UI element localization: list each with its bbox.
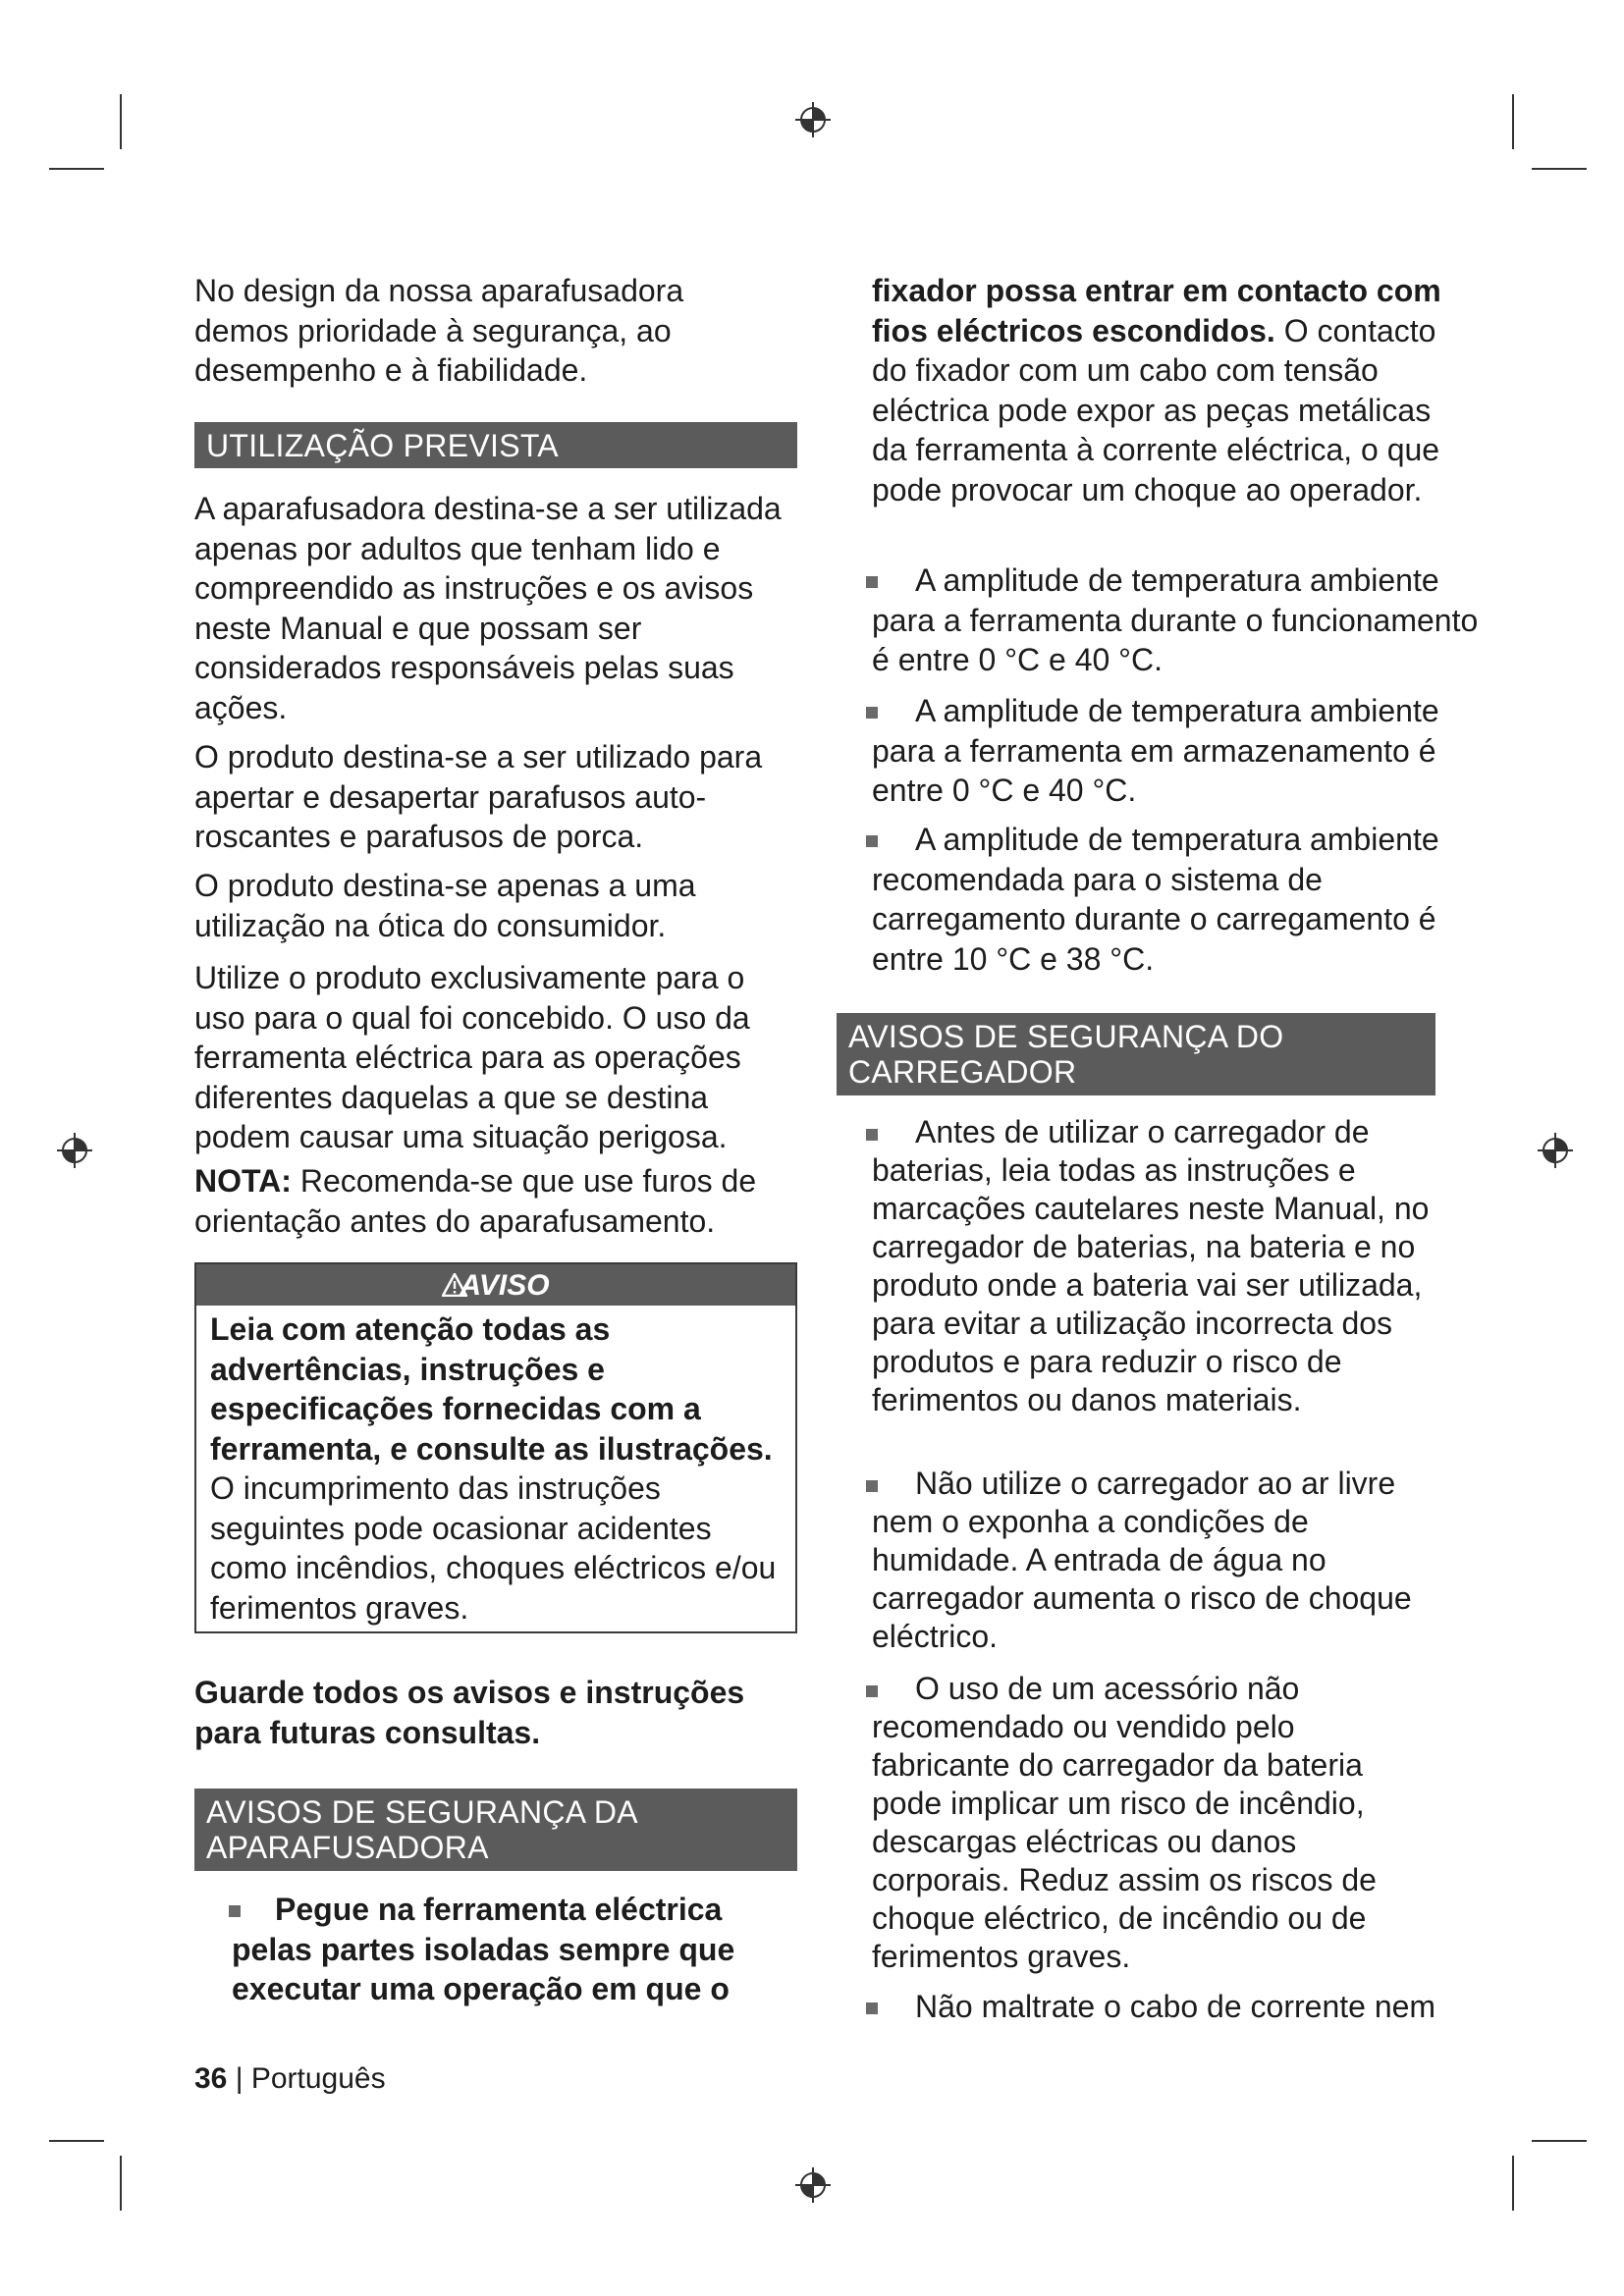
- intended-use-paragraph-1: A aparafusadora destina-se a ser utilizada apenas por adultos que tenham lido e compreendido as instruções e os avisos neste Manual e que possam ser considerados responsáveis pelas suas ações.: [194, 491, 782, 725]
- crop-mark-top-right-horizontal: [1532, 168, 1587, 170]
- footer: [194, 2061, 386, 2097]
- bullet-square-icon: [866, 1685, 878, 1697]
- warning-box-title: AVISO: [460, 1269, 550, 1302]
- driver-safety-bullet-1-continuation: [872, 271, 1461, 509]
- warning-box-body: [196, 1306, 795, 1628]
- crop-mark-bottom-right-vertical: [1512, 2156, 1514, 2211]
- warning-box-bold-text: Leia com atenção todas as advertências, instruções e especificações fornecidas com a ferramenta, e consulte as ilustrações.: [210, 1311, 773, 1467]
- warning-box-text: [210, 1309, 789, 1628]
- crop-mark-top-right-vertical: [1512, 94, 1514, 149]
- bullet-square-icon: [229, 1905, 241, 1917]
- driver-safety-bullet-1-bold-start: Pegue na ferramenta eléctrica pelas partes isoladas sempre que executar uma operação em que o: [232, 1892, 735, 2006]
- bullet-square-icon: [866, 707, 878, 719]
- section-heading-driver-safety: [194, 1789, 797, 1871]
- registration-mark-right-icon: [1536, 1131, 1575, 1170]
- bullet-square-icon: [866, 2002, 878, 2014]
- intended-use-paragraph-4: Utilize o produto exclusivamente para o uso para o qual foi concebido. O uso da ferramenta eléctrica para as operações diferentes daquelas a que se destina podem causar uma situação perigosa.: [194, 960, 750, 1154]
- intended-use-paragraph-2: O produto destina-se a ser utilizado para apertar e desapertar parafusos auto-roscantes e parafusos de porca.: [194, 739, 763, 854]
- driver-safety-heading-line-2: APARAFUSADORA: [206, 1830, 489, 1865]
- footer-separator: |: [227, 2062, 251, 2095]
- charger-safety-bullet-1: [872, 1113, 1461, 1419]
- section-heading-charger-safety: [837, 1013, 1435, 1095]
- bullet-square-icon: [866, 1129, 878, 1141]
- driver-safety-bullet-2-text: A amplitude de temperatura ambiente para a ferramenta durante o funcionamento é entre 0 °C e 40 °C.: [872, 562, 1479, 677]
- registration-mark-bottom-icon: [793, 2165, 833, 2205]
- driver-safety-bullet-3: [872, 691, 1461, 811]
- bullet-square-icon: [866, 576, 878, 588]
- driver-safety-heading-line-1: AVISOS DE SEGURANÇA DA: [206, 1794, 638, 1830]
- registration-mark-top-icon: [793, 100, 833, 139]
- charger-safety-heading-line-1: AVISOS DE SEGURANÇA DO: [848, 1019, 1284, 1054]
- registration-mark-left-icon: [55, 1131, 94, 1170]
- charger-safety-bullet-4-text: Não maltrate o cabo de corrente nem: [915, 1989, 1436, 2024]
- crop-mark-bottom-left-horizontal: [49, 2140, 104, 2142]
- crop-mark-bottom-right-horizontal: [1532, 2140, 1587, 2142]
- charger-safety-bullet-3-text: O uso de um acessório não recomendado ou vendido pelo fabricante do carregador da bateria pode implicar um risco de incêndio, descargas eléctricas ou danos corporais. Reduz assim os riscos de choque eléctrico, de incêndio ou de ferimentos graves.: [872, 1671, 1377, 1974]
- driver-safety-bullet-3-text: A amplitude de temperatura ambiente para a ferramenta em armazenamento é entre 0 °C e 40 °C.: [872, 693, 1439, 808]
- section-heading-intended-use: UTILIZAÇÃO PREVISTA: [194, 422, 797, 468]
- crop-mark-top-left-horizontal: [49, 168, 104, 170]
- bullet-square-icon: [866, 835, 878, 847]
- note-paragraph: [194, 1161, 805, 1241]
- save-instructions-paragraph: Guarde todos os avisos e instruções para futuras consultas.: [194, 1675, 745, 1750]
- driver-safety-bullet-4-text: A amplitude de temperatura ambiente recomendada para o sistema de carregamento durante o carregamento é entre 10 °C e 38 °C.: [872, 822, 1439, 977]
- driver-safety-bullet-1-bold-end: fixador possa entrar em contacto com fios eléctricos escondidos.: [872, 273, 1441, 348]
- note-label: NOTA:: [194, 1163, 292, 1199]
- warning-box-regular-text: O incumprimento das instruções seguintes pode ocasionar acidentes como incêndios, choques eléctricos e/ou ferimentos graves.: [210, 1470, 777, 1626]
- warning-box-header: [196, 1264, 795, 1306]
- charger-safety-bullet-4: [872, 1987, 1481, 2027]
- driver-safety-bullet-1-start: [194, 1890, 795, 2009]
- intended-use-paragraph-3: O produto destina-se apenas a uma utilização na ótica do consumidor.: [194, 868, 696, 943]
- driver-safety-bullet-1-text: O contacto do fixador com um cabo com tensão eléctrica pode expor as peças metálicas da ferramenta à corrente eléctrica, o que pode provocar um choque ao operador.: [872, 312, 1440, 507]
- bullet-square-icon: [866, 1480, 878, 1492]
- charger-safety-heading-line-2: CARREGADOR: [848, 1054, 1077, 1090]
- charger-safety-bullet-3: [872, 1670, 1461, 1976]
- charger-safety-bullet-2-text: Não utilize o carregador ao ar livre nem o exponha a condições de humidade. A entrada de água no carregador aumenta o risco de choque eléctrico.: [872, 1466, 1412, 1654]
- crop-mark-bottom-left-vertical: [120, 2156, 122, 2211]
- charger-safety-bullet-2: [872, 1465, 1461, 1656]
- note-text: Recomenda-se que use furos de orientação antes do aparafusamento.: [194, 1163, 757, 1239]
- intro-paragraph: No design da nossa aparafusadora demos prioridade à segurança, ao desempenho e à fiabilidade.: [194, 273, 684, 388]
- footer-language: Português: [250, 2062, 386, 2095]
- driver-safety-bullet-4: [872, 820, 1461, 979]
- page-number: 36: [194, 2062, 228, 2095]
- warning-box: [194, 1262, 797, 1633]
- crop-mark-top-left-vertical: [120, 94, 122, 149]
- driver-safety-bullet-2: [872, 561, 1490, 680]
- charger-safety-bullet-1-text: Antes de utilizar o carregador de baterias, leia todas as instruções e marcações cautelares neste Manual, no carregador de baterias, na bateria e no produto onde a bateria vai ser utilizada, para evitar a utilização incorrecta dos produtos e para reduzir o risco de ferimentos ou danos materiais.: [872, 1114, 1430, 1417]
